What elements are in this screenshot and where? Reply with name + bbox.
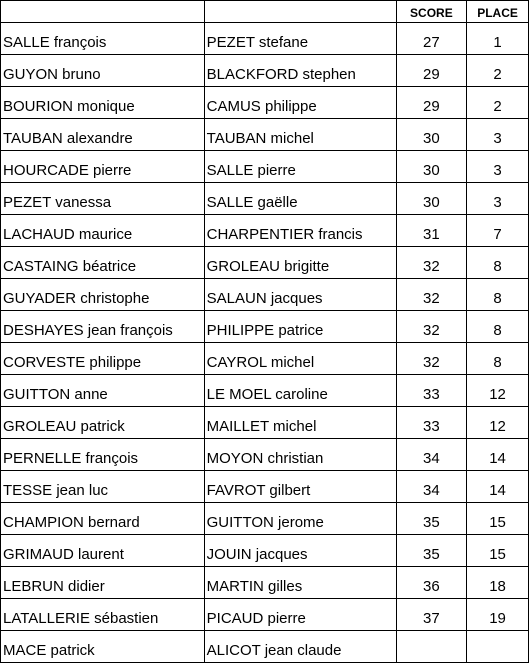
cell-player1[interactable]: HOURCADE pierre [1, 151, 205, 183]
cell-place[interactable]: 3 [467, 151, 529, 183]
cell-player1[interactable]: LEBRUN didier [1, 567, 205, 599]
cell-place[interactable]: 8 [467, 343, 529, 375]
cell-player2[interactable]: SALLE gaëlle [204, 183, 396, 215]
table-row [1, 535, 529, 567]
cell-player1[interactable]: BOURION monique [1, 87, 205, 119]
table-row [1, 215, 529, 247]
cell-score[interactable]: 35 [396, 503, 466, 535]
table-row [1, 599, 529, 631]
cell-player1[interactable]: SALLE françois [1, 23, 205, 55]
cell-place[interactable]: 15 [467, 503, 529, 535]
cell-player2[interactable]: GROLEAU brigitte [204, 247, 396, 279]
cell-place[interactable]: 14 [467, 471, 529, 503]
cell-player2[interactable]: BLACKFORD stephen [204, 55, 396, 87]
cell-player1[interactable]: CHAMPION bernard [1, 503, 205, 535]
table-row [1, 567, 529, 599]
table-row [1, 247, 529, 279]
table-row [1, 151, 529, 183]
cell-player1[interactable]: LATALLERIE sébastien [1, 599, 205, 631]
cell-player1[interactable]: GUYADER christophe [1, 279, 205, 311]
cell-place[interactable]: 12 [467, 375, 529, 407]
cell-player2[interactable]: CHARPENTIER francis [204, 215, 396, 247]
cell-score[interactable]: 30 [396, 151, 466, 183]
cell-player1[interactable]: TESSE jean luc [1, 471, 205, 503]
table-row [1, 375, 529, 407]
cell-score[interactable]: 29 [396, 87, 466, 119]
table-row [1, 279, 529, 311]
results-table-body [1, 1, 529, 663]
cell-place[interactable] [467, 631, 529, 663]
cell-place[interactable]: 19 [467, 599, 529, 631]
cell-place[interactable]: 8 [467, 311, 529, 343]
table-row [1, 119, 529, 151]
cell-place[interactable]: 18 [467, 567, 529, 599]
cell-score[interactable]: 32 [396, 247, 466, 279]
cell-place[interactable]: 8 [467, 247, 529, 279]
cell-player1[interactable]: TAUBAN alexandre [1, 119, 205, 151]
cell-player1[interactable]: MACE patrick [1, 631, 205, 663]
table-row [1, 23, 529, 55]
cell-place[interactable]: 3 [467, 183, 529, 215]
cell-player1[interactable]: LACHAUD maurice [1, 215, 205, 247]
cell-player2[interactable]: CAYROL michel [204, 343, 396, 375]
header-cell-player2[interactable] [204, 1, 396, 23]
cell-player2[interactable]: CAMUS philippe [204, 87, 396, 119]
cell-place[interactable]: 2 [467, 55, 529, 87]
cell-score[interactable]: 36 [396, 567, 466, 599]
table-row [1, 631, 529, 663]
cell-player1[interactable]: DESHAYES jean françois [1, 311, 205, 343]
cell-score[interactable]: 33 [396, 375, 466, 407]
cell-place[interactable]: 14 [467, 439, 529, 471]
cell-score[interactable]: 27 [396, 23, 466, 55]
cell-player2[interactable]: MAILLET michel [204, 407, 396, 439]
cell-player1[interactable]: GUYON bruno [1, 55, 205, 87]
cell-place[interactable]: 8 [467, 279, 529, 311]
cell-player1[interactable]: PERNELLE françois [1, 439, 205, 471]
cell-score[interactable]: 32 [396, 343, 466, 375]
cell-place[interactable]: 7 [467, 215, 529, 247]
table-row [1, 311, 529, 343]
cell-player2[interactable]: ALICOT jean claude [204, 631, 396, 663]
cell-score[interactable]: 32 [396, 279, 466, 311]
cell-place[interactable]: 1 [467, 23, 529, 55]
table-row [1, 439, 529, 471]
header-cell-score[interactable]: SCORE [396, 1, 466, 23]
header-cell-player1[interactable] [1, 1, 205, 23]
cell-score[interactable]: 32 [396, 311, 466, 343]
header-row [1, 1, 529, 23]
cell-player1[interactable]: GROLEAU patrick [1, 407, 205, 439]
cell-score[interactable]: 34 [396, 471, 466, 503]
table-row [1, 343, 529, 375]
table-row [1, 471, 529, 503]
cell-player2[interactable]: SALAUN jacques [204, 279, 396, 311]
cell-player1[interactable]: GUITTON anne [1, 375, 205, 407]
cell-player2[interactable]: LE MOEL caroline [204, 375, 396, 407]
cell-player1[interactable]: PEZET vanessa [1, 183, 205, 215]
cell-player2[interactable]: FAVROT gilbert [204, 471, 396, 503]
cell-player1[interactable]: GRIMAUD laurent [1, 535, 205, 567]
cell-player2[interactable]: TAUBAN michel [204, 119, 396, 151]
cell-player2[interactable]: PHILIPPE patrice [204, 311, 396, 343]
cell-place[interactable]: 2 [467, 87, 529, 119]
cell-player2[interactable]: JOUIN jacques [204, 535, 396, 567]
table-row [1, 87, 529, 119]
table-row [1, 55, 529, 87]
cell-score[interactable]: 30 [396, 119, 466, 151]
header-cell-place[interactable]: PLACE [467, 1, 529, 23]
cell-player2[interactable]: PICAUD pierre [204, 599, 396, 631]
cell-place[interactable]: 12 [467, 407, 529, 439]
cell-score[interactable]: 29 [396, 55, 466, 87]
cell-place[interactable]: 15 [467, 535, 529, 567]
table-row [1, 183, 529, 215]
cell-score[interactable]: 37 [396, 599, 466, 631]
cell-player2[interactable]: MARTIN gilles [204, 567, 396, 599]
cell-player2[interactable]: SALLE pierre [204, 151, 396, 183]
cell-player2[interactable]: PEZET stefane [204, 23, 396, 55]
cell-place[interactable]: 3 [467, 119, 529, 151]
table-row [1, 503, 529, 535]
table-row [1, 407, 529, 439]
cell-player2[interactable]: GUITTON jerome [204, 503, 396, 535]
cell-player2[interactable]: MOYON christian [204, 439, 396, 471]
cell-player1[interactable]: CASTAING béatrice [1, 247, 205, 279]
cell-score[interactable]: 31 [396, 215, 466, 247]
cell-score[interactable]: 33 [396, 407, 466, 439]
cell-score[interactable]: 35 [396, 535, 466, 567]
cell-score[interactable]: 30 [396, 183, 466, 215]
cell-score[interactable]: 34 [396, 439, 466, 471]
cell-player1[interactable]: CORVESTE philippe [1, 343, 205, 375]
cell-score[interactable] [396, 631, 466, 663]
